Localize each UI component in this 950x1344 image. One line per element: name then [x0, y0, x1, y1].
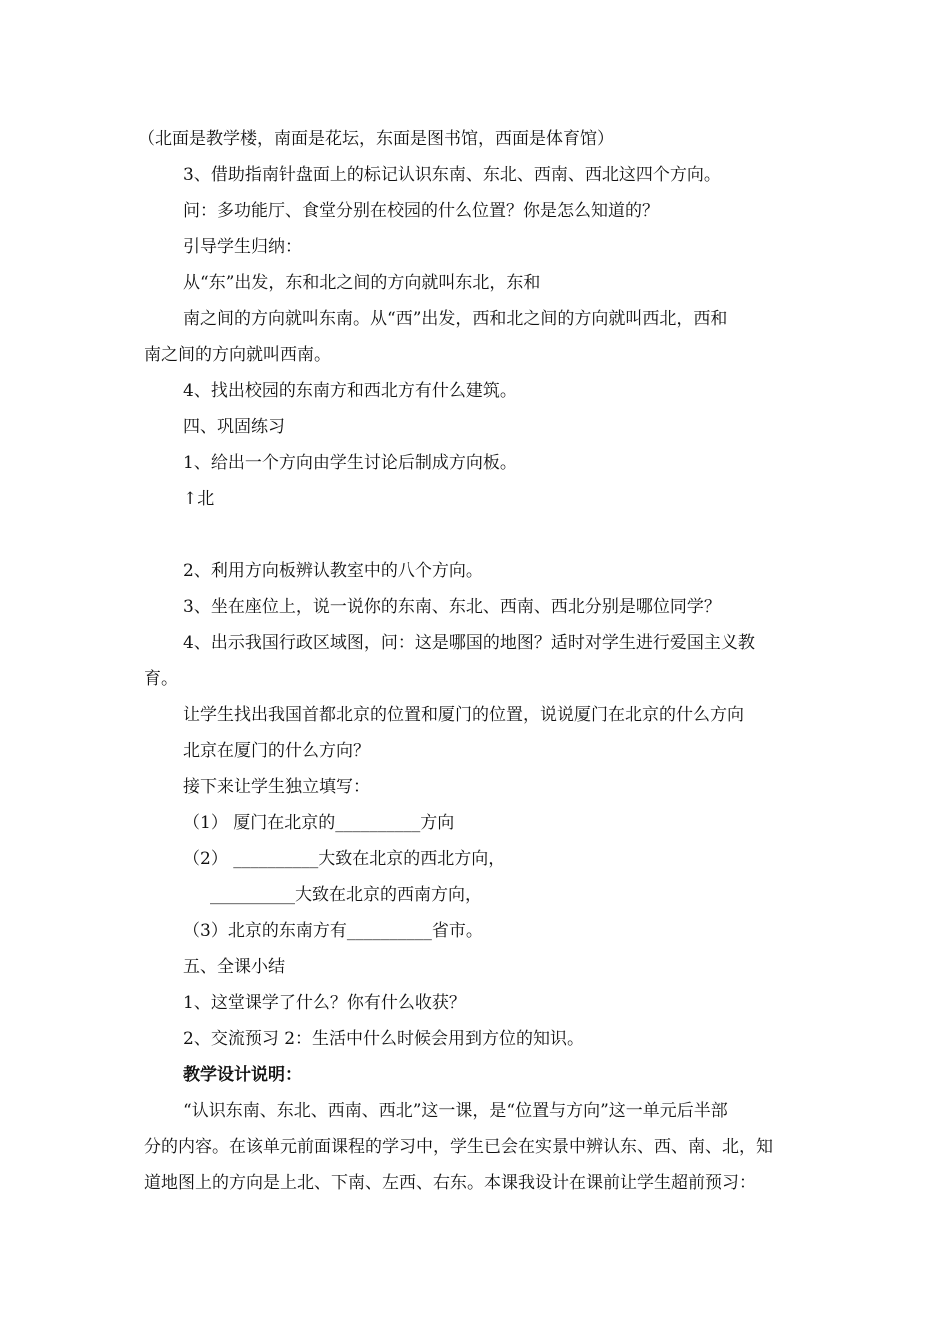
text-line: 从“东”出发，东和北之间的方向就叫东北，东和: [183, 273, 541, 293]
text-line: “认识东南、东北、西南、西北”这一课，是“位置与方向”这一单元后半部: [183, 1101, 728, 1121]
text-line: 引导学生归纳：: [183, 237, 302, 257]
text-line: 4、找出校园的东南方和西北方有什么建筑。: [183, 381, 517, 401]
text-line: （北面是教学楼，南面是花坛，东面是图书馆，西面是体育馆）: [138, 129, 614, 149]
text-line: 3、坐在座位上，说一说你的东南、东北、西南、西北分别是哪位同学？: [183, 597, 721, 617]
text-line: 接下来让学生独立填写：: [183, 777, 370, 797]
text-line: 分的内容。在该单元前面课程的学习中，学生已会在实景中辨认东、西、南、北，知: [144, 1137, 773, 1157]
text-line: 道地图上的方向是上北、下南、左西、右东。本课我设计在课前让学生超前预习：: [144, 1173, 756, 1193]
text-line: 北京在厦门的什么方向？: [183, 741, 370, 761]
fill-in-item: （2） __________大致在北京的西北方向，: [183, 849, 506, 869]
section-heading: 教学设计说明：: [183, 1065, 302, 1085]
text-line: 3、借助指南针盘面上的标记认识东南、东北、西南、西北这四个方向。: [183, 165, 721, 185]
fill-in-item: （1） 厦门在北京的__________方向: [183, 813, 455, 833]
text-line: 让学生找出我国首都北京的位置和厦门的位置，说说厦门在北京的什么方向: [183, 705, 744, 725]
text-line: 问：多功能厅、食堂分别在校园的什么位置？你是怎么知道的？: [183, 201, 659, 221]
text-line: 南之间的方向就叫西南。: [144, 345, 331, 365]
text-line: 2、交流预习 2：生活中什么时候会用到方位的知识。: [183, 1029, 585, 1049]
fill-in-item: __________大致在北京的西南方向，: [210, 885, 482, 905]
text-line: 4、出示我国行政区域图，问：这是哪国的地图？适时对学生进行爱国主义教: [183, 633, 755, 653]
text-line: 育。: [144, 669, 178, 689]
text-line: 南之间的方向就叫东南。从“西”出发，西和北之间的方向就叫西北，西和: [183, 309, 728, 329]
text-line: 2、利用方向板辨认教室中的八个方向。: [183, 561, 483, 581]
text-line: 1、给出一个方向由学生讨论后制成方向板。: [183, 453, 517, 473]
section-heading: 五、全课小结: [183, 957, 285, 977]
fill-in-item: （3）北京的东南方有__________省市。: [183, 921, 483, 941]
text-line: 1、这堂课学了什么？你有什么收获？: [183, 993, 466, 1013]
section-heading: 四、巩固练习: [183, 417, 285, 437]
north-arrow-label: ↑北: [183, 489, 215, 509]
